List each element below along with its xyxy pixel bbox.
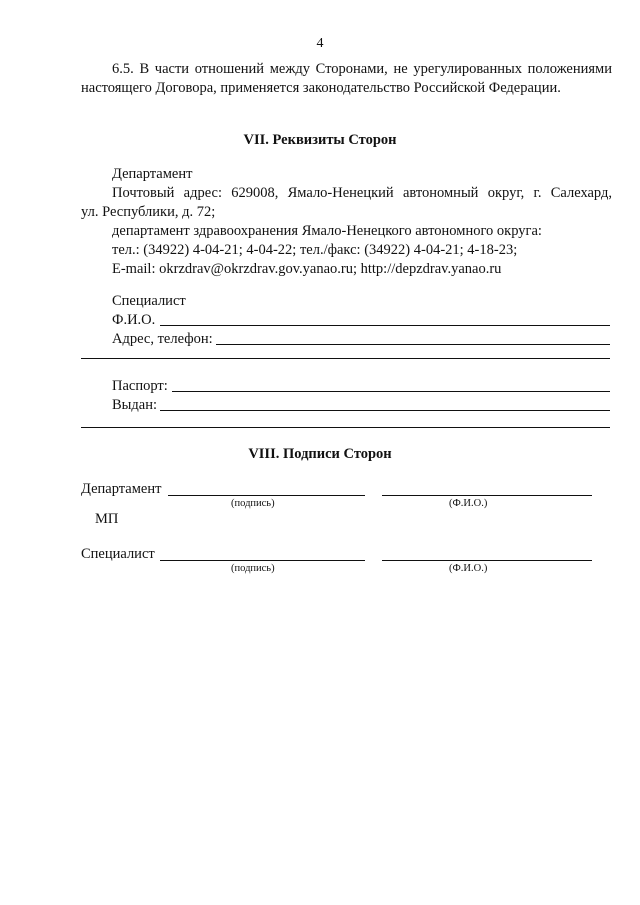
specialist-signature-line[interactable] [160, 560, 365, 561]
department-phones: тел.: (34922) 4-04-21; 4-04-22; тел./факс: (34922) 4-04-21; 4-18-23; [112, 242, 518, 258]
specialist-passport-line[interactable] [172, 391, 610, 392]
page-number: 4 [316, 36, 324, 51]
specialist-signature-caption: (подпись) [231, 563, 275, 574]
department-fio-line[interactable] [382, 495, 592, 496]
clause-6-5: 6.5. В части отношений между Сторонами, не урегулированных положениями настоящего Договора, применяется законодательство Российской Федерации. [81, 61, 612, 96]
section-8-title: VIII. Подписи Сторон [248, 446, 392, 462]
department-fio-caption: (Ф.И.О.) [449, 498, 488, 509]
specialist-fio-label: Ф.И.О. [112, 312, 156, 328]
specialist-address-label: Адрес, телефон: [112, 331, 213, 347]
department-postal-line-1: Почтовый адрес: 629008, Ямало-Ненецкий автономный округ, г. Салехард, [112, 185, 612, 201]
department-signature-line[interactable] [168, 495, 365, 496]
department-postal-line-2: ул. Республики, д. 72; [81, 204, 216, 220]
specialist-issued-label: Выдан: [112, 397, 158, 413]
department-signature-caption: (подпись) [231, 498, 275, 509]
specialist-fio-caption: (Ф.И.О.) [449, 563, 488, 574]
specialist-fio-sign-line[interactable] [382, 560, 592, 561]
specialist-signature-label: Специалист [81, 546, 155, 562]
specialist-issued-line-2[interactable] [81, 427, 610, 428]
department-email: E-mail: okrzdrav@okrzdrav.gov.yanao.ru; http://depzdrav.yanao.ru [112, 261, 502, 277]
specialist-heading: Специалист [112, 293, 186, 309]
specialist-passport-label: Паспорт: [112, 378, 168, 394]
stamp-label: МП [95, 511, 119, 527]
department-signature-label: Департамент [81, 481, 162, 497]
specialist-address-line[interactable] [216, 344, 610, 345]
specialist-issued-line[interactable] [160, 410, 610, 411]
department-name: Департамент [112, 166, 193, 182]
section-7-title: VII. Реквизиты Сторон [243, 132, 397, 148]
specialist-address-line-2[interactable] [81, 358, 610, 359]
specialist-fio-line[interactable] [160, 325, 610, 326]
department-full-name: департамент здравоохранения Ямало-Ненецкого автономного округа: [112, 223, 542, 239]
